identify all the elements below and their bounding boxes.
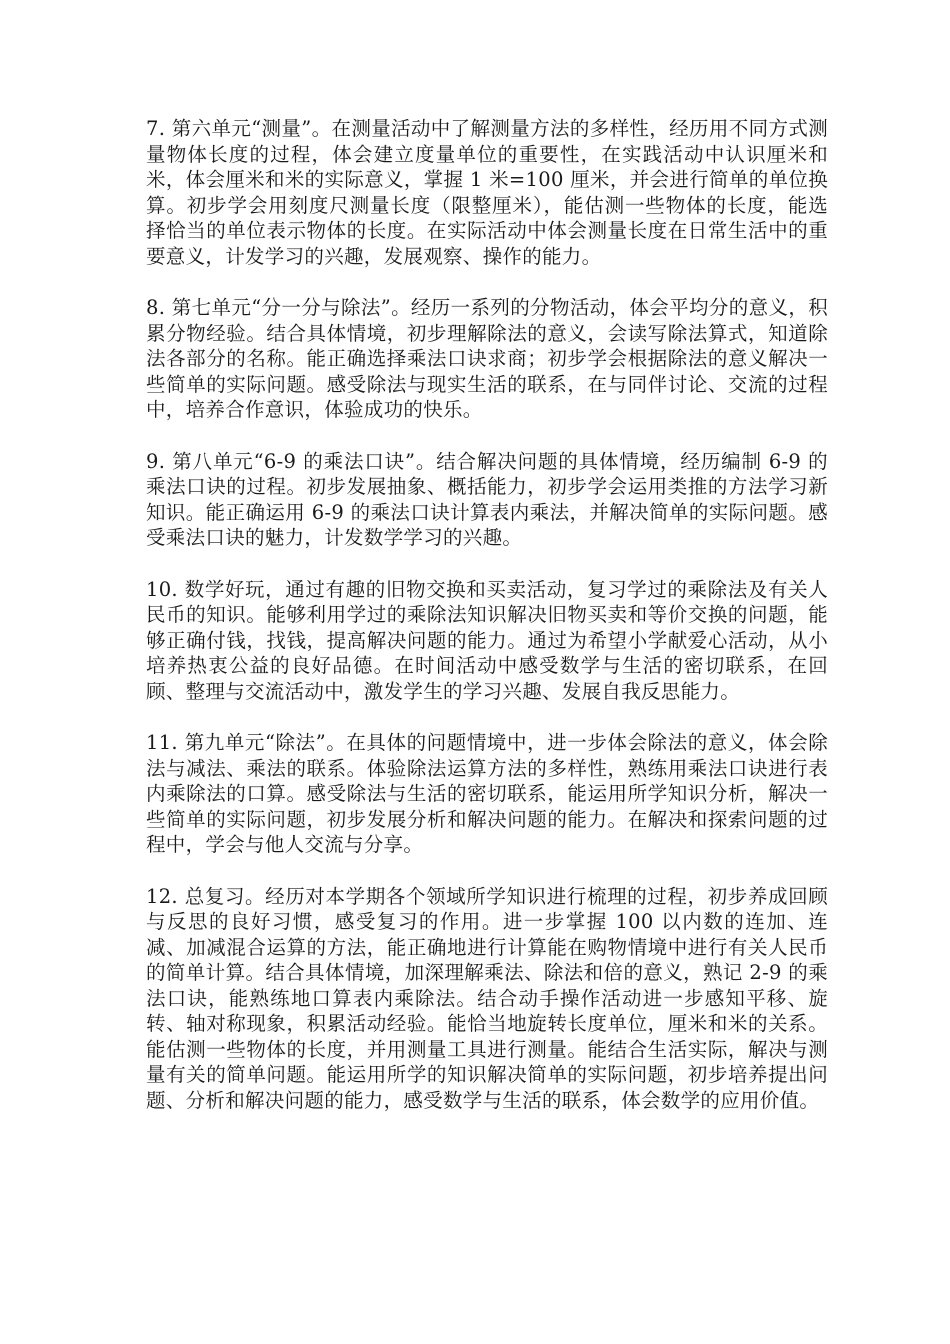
paragraph-unit-8-multiplication-table: 9. 第八单元“6-9 的乘法口诀”。结合解决问题的具体情境，经历编制 6-9 的乘法口诀的过程。初步发展抽象、概括能力，初步学会运用类推的方法学习新知识。能正确运用 6-9 的乘法口诀计算表内乘法，并解决简单的实际问题。感受乘法口诀的魅力，计发数学学习的兴趣。 [146, 449, 828, 549]
paragraph-unit-9-division: 11. 第九单元“除法”。在具体的问题情境中，进一步体会除法的意义，体会除法与减法、乘法的联系。体验除法运算方法的多样性，熟练用乘法口诀进行表内乘除法的口算。感受除法与生活的密切联系，能运用所学知识分析，解决一些简单的实际问题，初步发展分析和解决问题的能力。在解决和探索问题的过程中，学会与他人交流与分享。 [146, 731, 828, 856]
paragraph-general-review: 12. 总复习。经历对本学期各个领域所学知识进行梳理的过程，初步养成回顾与反思的良好习惯，感受复习的作用。进一步掌握 100 以内数的连加、连减、加减混合运算的方法，能正确地进行计算能在购物情境中进行有关人民币的简单计算。结合具体情境，加深理解乘法、除法和倍的意义，熟记 2-9 的乘法口诀，能熟练地口算表内乘除法。结合动手操作活动进一步感知平移、旋转、轴对称现象，积累活动经验。能恰当地旋转长度单位，厘米和米的关系。能估测一些物体的长度，并用测量工具进行测量。能结合生活实际，解决与测量有关的简单问题。能运用所学的知识解决简单的实际问题，初步培养提出问题、分析和解决问题的能力，感受数学与生活的联系，体会数学的应用价值。 [146, 884, 828, 1112]
document-page [146, 116, 828, 1139]
paragraph-unit-6-measurement: 7. 第六单元“测量”。在测量活动中了解测量方法的多样性，经历用不同方式测量物体长度的过程，体会建立度量单位的重要性，在实践活动中认识厘米和米，体会厘米和米的实际意义，掌握 1 米=100 厘米，并会进行简单的单位换算。初步学会用刻度尺测量长度（限整厘米），能估测一些物体的长度，能选择恰当的单位表示物体的长度。在实际活动中体会测量长度在日常生活中的重要意义，计发学习的兴趣，发展观察、操作的能力。 [146, 117, 828, 268]
paragraph-math-is-fun: 10. 数学好玩，通过有趣的旧物交换和买卖活动，复习学过的乘除法及有关人民币的知识。能够利用学过的乘除法知识解决旧物买卖和等价交换的问题，能够正确付钱，找钱，提高解决问题的能力。通过为希望小学献爱心活动，从小培养热衷公益的良好品德。在时间活动中感受数学与生活的密切联系，在回顾、整理与交流活动中，激发学生的学习兴趣、发展自我反思能力。 [146, 577, 828, 703]
paragraph-unit-7-division-intro: 8. 第七单元“分一分与除法”。经历一系列的分物活动，体会平均分的意义，积累分物经验。结合具体情境，初步理解除法的意义，会读写除法算式，知道除法各部分的名称。能正确选择乘法口诀求商；初步学会根据除法的意义解决一些简单的实际问题。感受除法与现实生活的联系，在与同伴讨论、交流的过程中，培养合作意识，体验成功的快乐。 [146, 296, 828, 421]
